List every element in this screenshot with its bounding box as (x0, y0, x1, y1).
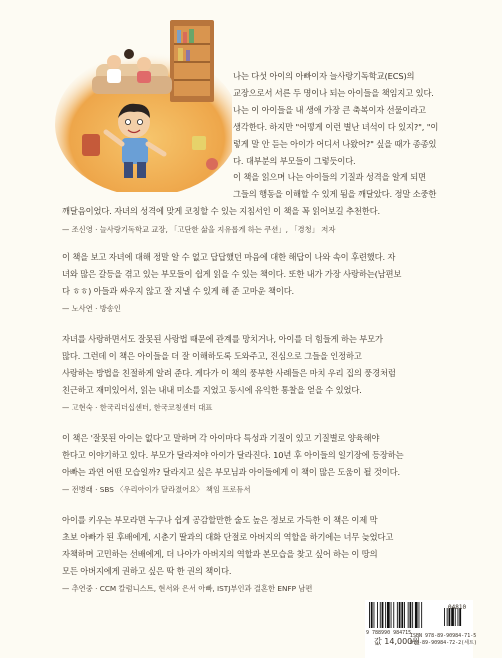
paragraph-5-line-1: 아이를 키우는 부모라면 누구나 쉽게 공감할만한 술도 높은 정보로 가득한 이 책은 이제 막 (62, 515, 378, 525)
paragraph-1-line-9: 깨달음이었다. 자녀의 성격에 맞게 코칭할 수 있는 지침서인 이 책을 꼭 읽어보길 추천한다. (62, 206, 380, 216)
paragraph-5-line-2: 초보 아빠가 된 후배에게, 시춘기 딸과의 대화 단절로 아버지의 역할을 하기에는 너무 늦었다고 (62, 532, 394, 542)
isbn-addon-number: 04810 (448, 604, 467, 611)
paragraph-3-line-2: 많다. 그런데 이 책은 아이들을 더 잘 이해하도록 도와주고, 진심으로 그들을 인정하고 (62, 351, 362, 361)
paragraph-3-line-4: 친근하고 재미있어서, 읽는 내내 미소를 지었고 동시에 유익한 통찰을 얻을 수 있었다. (62, 385, 362, 395)
citation-2: — 노사연 · 방송인 (62, 304, 121, 313)
paragraph-5-line-4: 모든 아버지에게 권하고 싶은 딱 한 권의 책이다. (62, 566, 232, 576)
isbn-line-2: 978-89-90984-72-2(세트) (410, 640, 477, 646)
paragraph-2-line-2: 녀와 많은 갈등을 겪고 있는 부모들이 쉽게 읽을 수 있는 책이다. 또한 내가 가장 사랑하는(남편보 (62, 269, 402, 279)
paragraph-1-line-4: 생각한다. 하지만 "어떻게 이런 별난 녀석이 다 있지?", "이 (233, 122, 439, 132)
paragraph-1-line-5: 렇게 말 안 듣는 아이가 어디서 나왔어?" 싶을 때가 종종있 (233, 139, 437, 149)
addon-barcode-graphic (443, 608, 473, 630)
citation-1: — 조신영 · 늘사랑기독학교 교장, 「고단한 삶을 지유롭게 하는 쿠션」, 「경청」 저자 (62, 225, 336, 234)
paragraph-3-line-3: 사랑하는 방법을 친절하게 알려 준다. 게다가 이 책의 풍부한 사례들은 마치 우리 집의 풍경처럼 (62, 368, 396, 378)
citation-3: — 고현숙 · 한국리더십센터, 한국코칭센터 대표 (62, 403, 213, 412)
paragraph-3-line-1: 자녀를 사랑하면서도 잘못된 사랑법 때문에 관계를 망치거나, 아이를 더 힘들게 하는 부모가 (62, 334, 383, 344)
paragraph-1-line-7: 이 책을 읽으며 나는 아이들의 기질과 성격을 알게 되면 (233, 172, 426, 182)
family-illustration (52, 14, 232, 192)
paragraph-4-line-3: 아빠는 과연 어떤 모습일까? 달라지고 싶은 부모님과 아이들에게 이 책이 많은 도움이 될 것이다. (62, 467, 400, 477)
price: 값 14,000원 (374, 637, 420, 646)
paragraph-1-line-6: 다. 대부분의 부모들이 그렇듯이다. (233, 156, 356, 166)
paragraph-1-line-3: 나는 이 아이들을 내 생애 가장 큰 축복이자 선물이라고 (233, 105, 426, 115)
isbn-line-1: ISBN 978-89-90984-71-5 (410, 633, 477, 639)
paragraph-1-line-8: 그들의 행동을 이해할 수 있게 됨을 깨달았다. 정말 소중한 (233, 189, 437, 199)
barcode-number: 9 788990 984715 (366, 630, 412, 636)
paragraph-1-line-1: 나는 다섯 아이의 아빠이자 늘사랑기독학교(ECS)의 (233, 71, 415, 81)
paragraph-5-line-3: 자책하며 고민하는 선배에게, 더 나아가 아버지의 역할과 본모습을 찾고 싶어 하는 이 땅의 (62, 549, 378, 559)
paragraph-2-line-1: 이 책을 보고 자녀에 대해 정말 알 수 없고 답답했던 마음에 대한 해답이 나와 속이 후련했다. 자 (62, 252, 396, 262)
citation-5: — 추연중 · CCM 칼럼니스트, 현서와 은서 아빠, ISTJ부인과 결혼한 ENFP 남편 (62, 584, 313, 593)
paragraph-4-line-1: 이 책은 '잘못된 아이는 없다'고 말하며 각 아이마다 특성과 기질이 있고 기질별로 양육해야 (62, 433, 380, 443)
paragraph-1-line-2: 교장으로서 서른 두 명이나 되는 아이들을 책임지고 있다. (233, 88, 434, 98)
isbn-text (410, 633, 477, 647)
citation-4: — 전병래 · SBS 〈우리아이가 달라졌어요〉 책임 프로듀서 (62, 485, 251, 494)
paragraph-4-line-2: 한다고 이야기하고 있다. 부모가 달라져야 아이가 달라진다. 10년 후 아이들의 일기장에 등장하는 (62, 450, 404, 460)
paragraph-2-line-3: 다 ㅎㅎ) 아들과 싸우지 않고 잘 지낼 수 있게 해 준 고마운 책이다. (62, 286, 295, 296)
